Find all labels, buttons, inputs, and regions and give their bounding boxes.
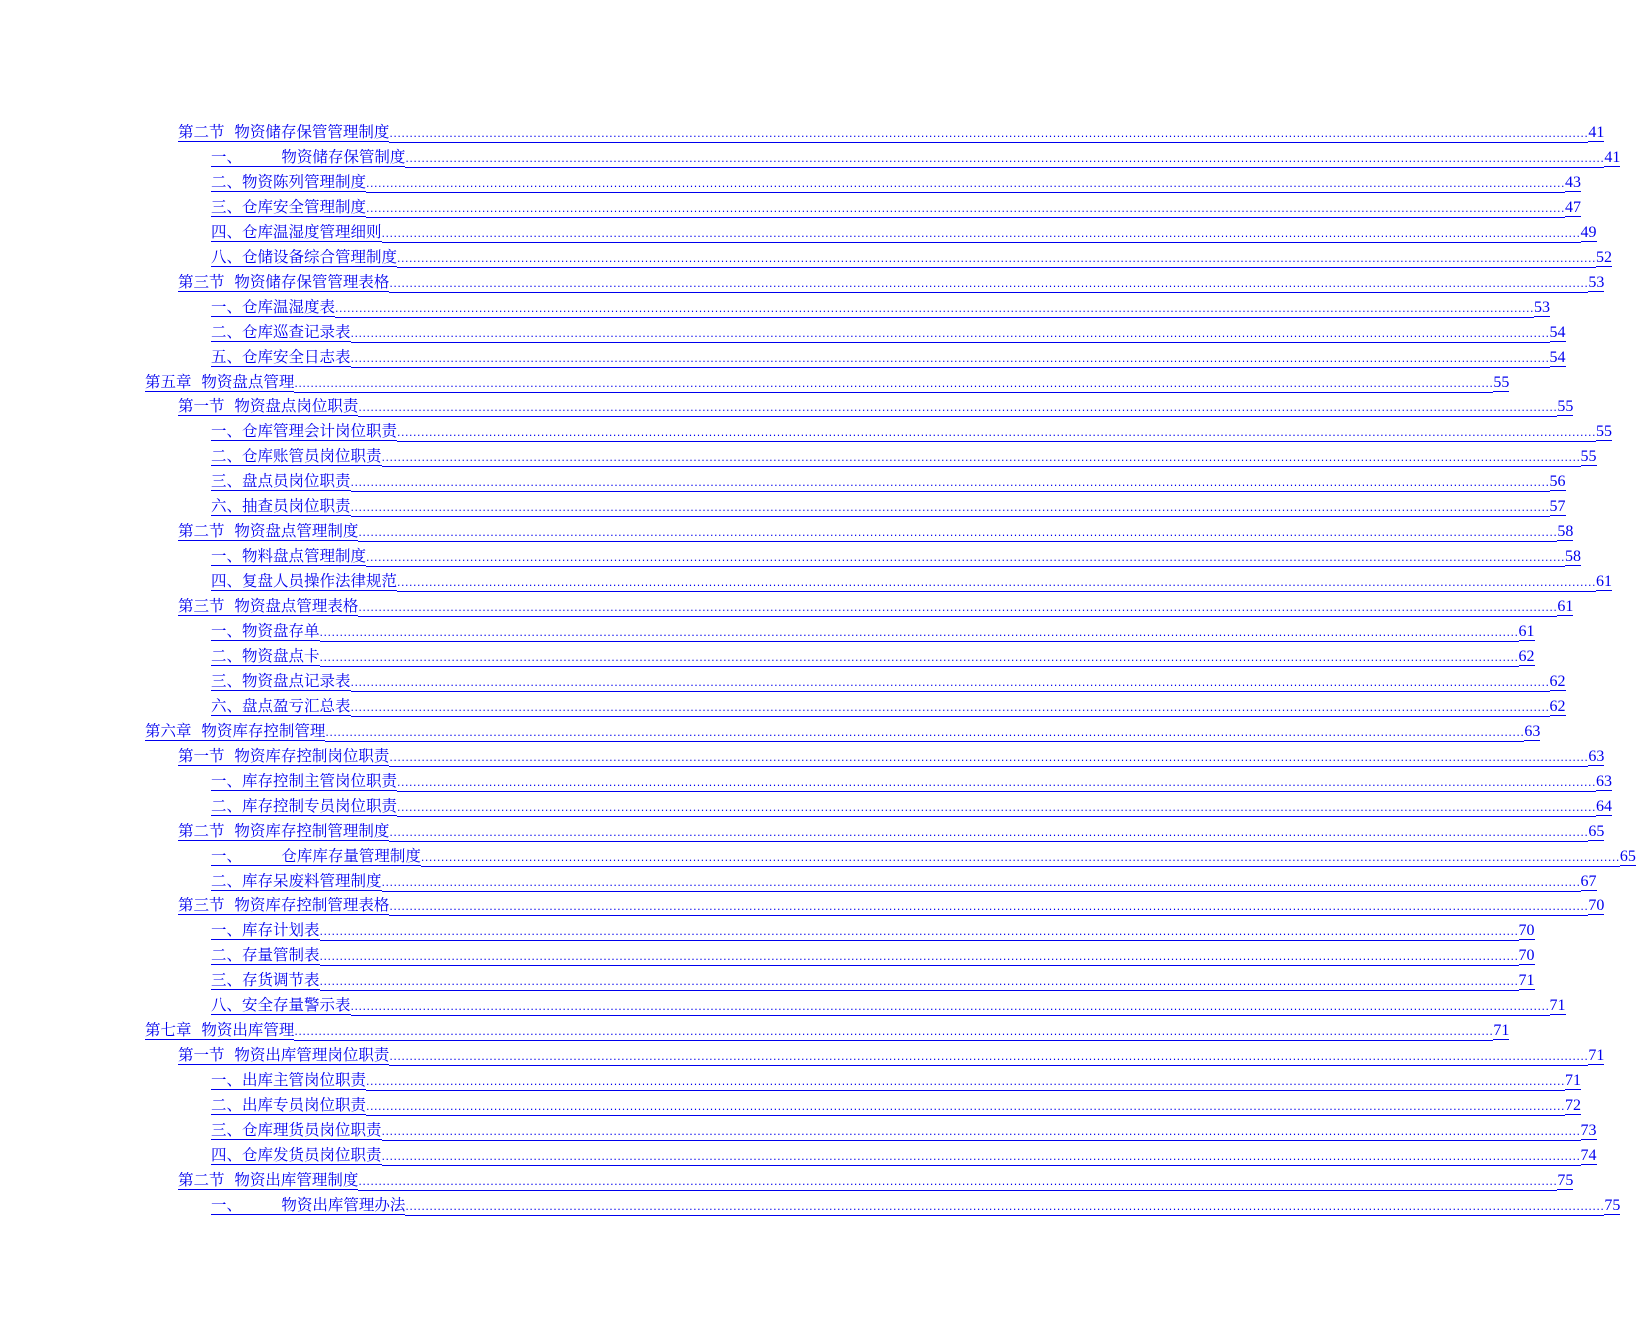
toc-page-number: 62 [1518,647,1535,665]
toc-page-number: 65 [1588,822,1605,840]
toc-dot-leader: ............................................................................................................................................................................................................................................................................................................ [405,1198,1604,1216]
toc-dot-leader: ............................................................................................................................................................................................................................................................................................................ [389,1048,1588,1066]
toc-entry[interactable] [211,422,1612,448]
toc-entry[interactable] [211,197,1581,224]
toc-page-number: 61 [1518,623,1535,640]
toc-entry[interactable] [145,1021,1510,1047]
toc-entry[interactable] [178,746,1605,773]
toc-entry-title: 二、库存控制专员岗位职责 [211,796,398,815]
toc-dot-leader: ............................................................................................................................................................................................................................................................................................................ [351,699,1550,717]
toc-entry[interactable] [178,1170,1574,1197]
toc-entry[interactable] [211,247,1612,274]
toc-entry[interactable] [211,622,1535,648]
toc-page-number: 71 [1565,1072,1581,1090]
toc-dot-leader: ............................................................................................................................................................................................................................................................................................................ [389,125,1588,143]
toc-entry[interactable] [211,572,1612,598]
toc-page-number: 67 [1580,872,1597,890]
toc-entry-title: 五、仓库安全日志表 [211,347,351,366]
toc-entry[interactable] [211,1096,1581,1122]
toc-entry-title: 二、物资盘点卡 [211,646,320,665]
toc-entry-title: 一、 物资出库管理办法 [211,1195,406,1214]
toc-entry-title: 一、仓库温湿度表 [211,297,336,316]
toc-entry[interactable] [211,646,1535,673]
toc-dot-leader: ............................................................................................................................................................................................................................................................................................................ [366,200,1565,218]
toc-entry[interactable] [211,547,1581,573]
toc-dot-leader: ............................................................................................................................................................................................................................................................................................................ [358,399,1557,417]
toc-dot-leader: ............................................................................................................................................................................................................................................................................................................ [389,275,1588,293]
toc-dot-leader: ............................................................................................................................................................................................................................................................................................................ [382,225,1581,243]
toc-entry-title: 八、仓储设备综合管理制度 [211,247,398,266]
toc-entry[interactable] [211,147,1621,174]
toc-entry[interactable] [211,1071,1581,1097]
toc-entry-title: 二、仓库巡查记录表 [211,322,351,341]
toc-entry-title: 四、仓库发货员岗位职责 [211,1145,382,1164]
toc-entry-title: 第一节 物资出库管理岗位职责 [178,1046,390,1065]
toc-entry[interactable] [211,1195,1621,1222]
toc-entry[interactable] [178,896,1605,922]
toc-dot-leader: ............................................................................................................................................................................................................................................................................................................ [325,724,1524,742]
toc-page-number: 74 [1580,1146,1597,1164]
toc-page-number: 58 [1565,548,1581,566]
toc-entry[interactable] [211,172,1581,199]
toc-page-number: 61 [1557,598,1574,616]
toc-page-number: 70 [1518,922,1535,940]
toc-page-number: 43 [1565,173,1581,191]
toc-entry[interactable] [178,821,1605,848]
toc-page-number: 75 [1604,1196,1621,1214]
toc-page-number: 75 [1557,1171,1574,1189]
toc-dot-leader: ............................................................................................................................................................................................................................................................................................................ [405,150,1604,168]
toc-entry-title: 二、出库专员岗位职责 [211,1096,367,1115]
toc-entry[interactable] [211,921,1535,947]
toc-entry-title: 四、复盘人员操作法律规范 [211,572,398,591]
toc-dot-leader: ............................................................................................................................................................................................................................................................................................................ [320,923,1519,941]
toc-page-number: 53 [1534,298,1550,316]
toc-dot-leader: ............................................................................................................................................................................................................................................................................................................ [366,549,1565,567]
toc-dot-leader: ............................................................................................................................................................................................................................................................................................................ [351,674,1550,692]
toc-entry[interactable] [211,996,1566,1022]
toc-page-number: 55 [1493,373,1510,391]
toc-entry-title: 第三节 物资储存保管管理表格 [178,272,390,291]
toc-entry-title: 第一节 物资盘点岗位职责 [178,397,359,416]
toc-page-number: 71 [1493,1022,1510,1040]
toc-entry[interactable] [178,522,1574,548]
toc-page-number: 58 [1557,523,1574,541]
toc-dot-leader: ............................................................................................................................................................................................................................................................................................................ [421,849,1620,867]
toc-entry-title: 三、仓库理货员岗位职责 [211,1121,382,1139]
toc-entry[interactable] [211,347,1566,374]
toc-page-number: 54 [1549,348,1566,366]
toc-entry[interactable] [211,222,1597,249]
toc-dot-leader: ............................................................................................................................................................................................................................................................................................................ [397,774,1596,792]
toc-page-number: 64 [1596,797,1612,815]
toc-entry-title: 四、仓库温湿度管理细则 [211,222,382,241]
toc-entry[interactable] [145,721,1541,748]
toc-entry-title: 二、存量管制表 [211,946,320,965]
toc-entry-title: 二、物资陈列管理制度 [211,172,367,191]
toc-entry[interactable] [211,497,1566,523]
toc-entry[interactable] [178,597,1574,623]
toc-entry-title: 六、盘点盈亏汇总表 [211,696,351,715]
toc-dot-leader: ............................................................................................................................................................................................................................................................................................................ [397,574,1596,592]
toc-entry[interactable] [178,123,1605,149]
toc-entry-title: 第三节 物资库存控制管理表格 [178,896,390,915]
toc-dot-leader: ............................................................................................................................................................................................................................................................................................................ [294,375,1493,393]
toc-entry-title: 一、物资盘存单 [211,622,320,640]
toc-entry-title: 第二节 物资储存保管管理制度 [178,123,390,141]
toc-dot-leader: ............................................................................................................................................................................................................................................................................................................ [320,948,1519,966]
toc-entry[interactable] [211,796,1612,823]
toc-page-number: 61 [1596,573,1612,591]
toc-entry-title: 三、物资盘点记录表 [211,671,351,690]
toc-dot-leader: ............................................................................................................................................................................................................................................................................................................ [382,1123,1581,1141]
toc-page-number: 56 [1549,473,1566,491]
toc-page-number: 62 [1549,697,1566,715]
toc-entry-title: 第六章 物资库存控制管理 [145,721,326,740]
toc-entry[interactable] [178,1046,1605,1072]
toc-page-number: 71 [1518,972,1535,990]
toc-dot-leader: ............................................................................................................................................................................................................................................................................................................ [351,474,1550,492]
toc-dot-leader: ............................................................................................................................................................................................................................................................................................................ [382,874,1581,892]
toc-page-number: 49 [1580,223,1597,241]
toc-entry-title: 八、安全存量警示表 [211,996,351,1015]
toc-entry-title: 第二节 物资出库管理制度 [178,1170,359,1189]
toc-page-number: 72 [1565,1097,1581,1115]
toc-page-number: 52 [1596,248,1612,266]
toc-page-number: 63 [1588,747,1605,765]
toc-entry-title: 一、物料盘点管理制度 [211,547,367,566]
toc-entry[interactable] [211,771,1612,798]
toc-entry-title: 一、库存计划表 [211,921,320,940]
toc-page-number: 53 [1588,273,1605,291]
toc-page-number: 71 [1588,1047,1605,1065]
toc-page-number: 62 [1549,672,1566,690]
toc-entry[interactable] [211,472,1566,498]
toc-page-number: 71 [1549,997,1566,1015]
toc-dot-leader: ............................................................................................................................................................................................................................................................................................................ [397,424,1596,442]
toc-dot-leader: ............................................................................................................................................................................................................................................................................................................ [366,175,1565,193]
toc-dot-leader: ............................................................................................................................................................................................................................................................................................................ [397,250,1596,268]
toc-dot-leader: ............................................................................................................................................................................................................................................................................................................ [358,1173,1557,1191]
toc-page-number: 55 [1557,398,1574,416]
toc-page-number: 54 [1549,323,1566,341]
toc-page-number: 41 [1604,148,1621,166]
toc-dot-leader: ............................................................................................................................................................................................................................................................................................................ [351,998,1550,1016]
toc-dot-leader: ............................................................................................................................................................................................................................................................................................................ [389,749,1588,767]
toc-dot-leader: ............................................................................................................................................................................................................................................................................................................ [358,599,1557,617]
toc-entry[interactable] [211,696,1566,723]
toc-entry[interactable] [211,946,1535,972]
toc-dot-leader: ............................................................................................................................................................................................................................................................................................................ [351,499,1550,517]
toc-entry-title: 第七章 物资出库管理 [145,1021,295,1040]
toc-page-number: 55 [1580,448,1597,466]
toc-dot-leader: ............................................................................................................................................................................................................................................................................................................ [320,624,1519,642]
toc-dot-leader: ............................................................................................................................................................................................................................................................................................................ [294,1023,1493,1041]
toc-entry-title: 第五章 物资盘点管理 [145,372,295,391]
toc-entry[interactable] [211,322,1566,349]
toc-page-number: 47 [1565,198,1581,216]
toc-entry-title: 第二节 物资库存控制管理制度 [178,821,390,840]
toc-page-number: 70 [1588,897,1605,915]
toc-page-number: 70 [1518,947,1535,965]
toc-dot-leader: ............................................................................................................................................................................................................................................................................................................ [382,449,1581,467]
toc-dot-leader: ............................................................................................................................................................................................................................................................................................................ [366,1073,1565,1091]
toc-entry-title: 第二节 物资盘点管理制度 [178,522,359,541]
toc-page-number: 65 [1619,847,1636,865]
toc-dot-leader: ............................................................................................................................................................................................................................................................................................................ [351,325,1550,343]
toc-entry[interactable] [178,397,1574,423]
toc-dot-leader: ............................................................................................................................................................................................................................................................................................................ [320,973,1519,991]
toc-dot-leader: ............................................................................................................................................................................................................................................................................................................ [351,350,1550,368]
toc-entry-title: 第三节 物资盘点管理表格 [178,597,359,616]
toc-entry-title: 第一节 物资库存控制岗位职责 [178,746,390,765]
toc-entry-title: 六、抽查员岗位职责 [211,497,351,516]
toc-entry-title: 二、仓库账管员岗位职责 [211,447,382,466]
toc-entry-title: 一、出库主管岗位职责 [211,1071,367,1090]
toc-entry[interactable] [211,871,1597,898]
toc-entry-title: 一、仓库管理会计岗位职责 [211,422,398,441]
toc-entry[interactable] [211,1145,1597,1172]
toc-dot-leader: ............................................................................................................................................................................................................................................................................................................ [382,1148,1581,1166]
toc-dot-leader: ............................................................................................................................................................................................................................................................................................................ [320,649,1519,667]
toc-entry[interactable] [211,447,1597,473]
toc-dot-leader: ............................................................................................................................................................................................................................................................................................................ [366,1098,1565,1116]
toc-entry[interactable] [178,272,1605,299]
toc-entry-title: 一、库存控制主管岗位职责 [211,771,398,790]
toc-entry-title: 一、 仓库库存量管理制度 [211,846,421,865]
toc-entry-title: 三、存货调节表 [211,971,320,990]
toc-entry[interactable] [211,846,1636,873]
toc-entry-title: 三、仓库安全管理制度 [211,197,367,216]
toc-entry[interactable] [211,297,1550,324]
toc-entry-title: 一、 物资储存保管制度 [211,147,406,166]
toc-dot-leader: ............................................................................................................................................................................................................................................................................................................ [358,524,1557,542]
toc-dot-leader: ............................................................................................................................................................................................................................................................................................................ [389,898,1588,916]
toc-dot-leader: ............................................................................................................................................................................................................................................................................................................ [389,824,1588,842]
toc-page-number: 57 [1549,498,1566,516]
toc-dot-leader: ............................................................................................................................................................................................................................................................................................................ [397,799,1596,817]
toc-page-number: 55 [1596,423,1612,441]
toc-entry[interactable] [145,372,1510,399]
toc-entry[interactable] [211,1121,1597,1147]
toc-page-number: 63 [1524,722,1541,740]
toc-page-number: 41 [1588,124,1605,141]
toc-dot-leader: ............................................................................................................................................................................................................................................................................................................ [335,300,1534,318]
toc-entry-title: 二、库存呆废料管理制度 [211,871,382,890]
toc-entry[interactable] [211,971,1535,997]
toc-entry-title: 三、盘点员岗位职责 [211,472,351,491]
toc-entry[interactable] [211,671,1566,698]
toc-page-number: 63 [1596,772,1612,790]
toc-page-number: 73 [1580,1122,1597,1139]
